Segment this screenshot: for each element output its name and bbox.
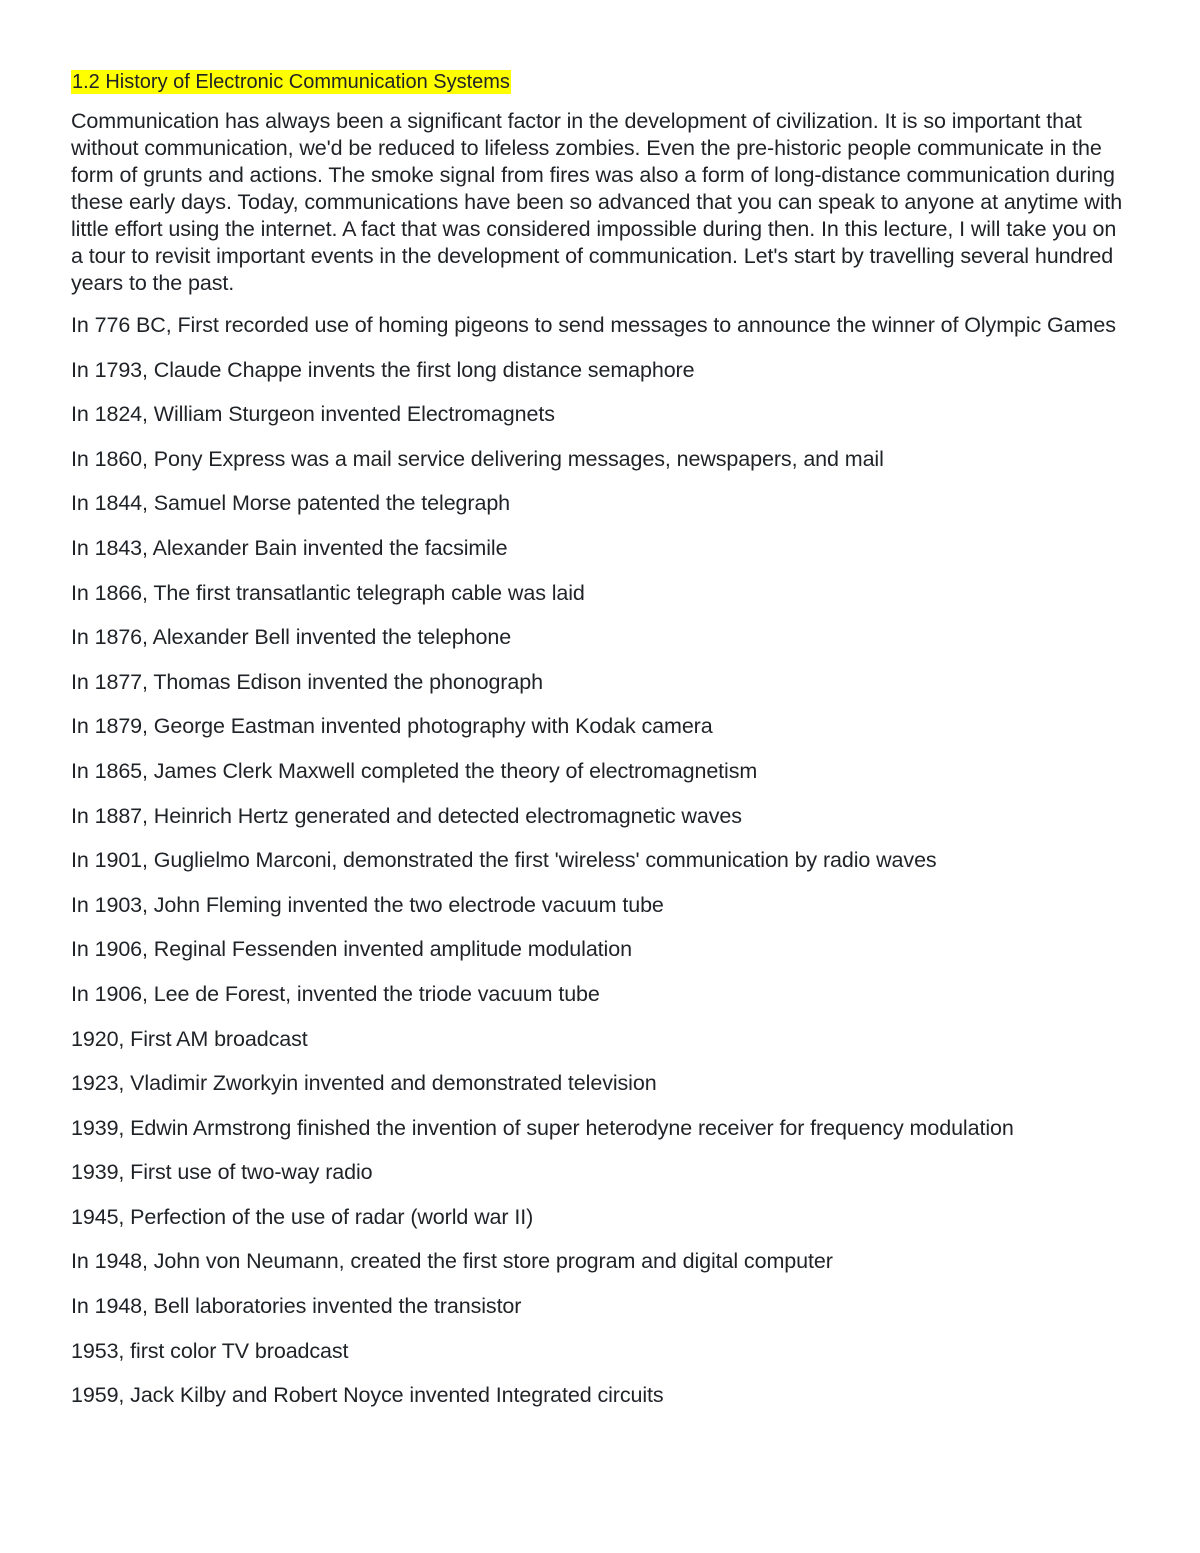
section-heading: 1.2 History of Electronic Communication Systems [72,71,510,93]
timeline-item: In 1793, Claude Chappe invents the first long distance semaphore [71,357,695,382]
timeline-item: 1959, Jack Kilby and Robert Noyce invented Integrated circuits [71,1383,664,1408]
timeline-item: In 1866, The first transatlantic telegraph cable was laid [71,580,585,605]
timeline-item: In 1876, Alexander Bell invented the telephone [71,625,512,650]
timeline-item: In 1843, Alexander Bain invented the facsimile [71,535,508,560]
timeline-item: In 1879, George Eastman invented photography with Kodak camera [71,714,713,739]
timeline-item: In 1887, Heinrich Hertz generated and detected electromagnetic waves [71,803,742,828]
timeline-item: In 776 BC, First recorded use of homing pigeons to send messages to announce the winner of Olympic Games [71,313,1116,337]
timeline-item: 1923, Vladimir Zworkyin invented and demonstrated television [71,1071,657,1096]
timeline-item: In 1877, Thomas Edison invented the phonograph [71,669,543,694]
timeline-item: In 1824, William Sturgeon invented Electromagnets [71,402,555,427]
timeline-item: In 1906, Reginal Fessenden invented amplitude modulation [71,937,632,962]
timeline-item: 1953, first color TV broadcast [71,1338,349,1363]
intro-paragraph: Communication has always been a significant factor in the development of civilization. It is so important that without communication, we'd be reduced to lifeless zombies. Even the pre-historic people communicate in the form of grunts and actions. The smoke signal from fires was also a form of long-distance communication during these early days. Today, communications have been so advanced that you can speak to anyone at anytime with little effort using the internet. A fact that was considered impossible during then. In this lecture, I will take you on a tour to revisit important events in the development of communication. Let's start by travelling several hundred years to the past. [71,109,1123,295]
timeline-item: In 1948, John von Neumann, created the first store program and digital computer [71,1249,833,1274]
document-page [71,70,1131,1427]
timeline-item: In 1865, James Clerk Maxwell completed the theory of electromagnetism [71,758,758,783]
timeline-item: In 1903, John Fleming invented the two electrode vacuum tube [71,892,664,917]
timeline-item: 1939, First use of two-way radio [71,1160,373,1185]
timeline-item: In 1901, Guglielmo Marconi, demonstrated the first 'wireless' communication by radio waves [71,848,937,873]
timeline-item: In 1844, Samuel Morse patented the telegraph [71,491,511,516]
timeline-item: 1939, Edwin Armstrong finished the invention of super heterodyne receiver for frequency modulation [71,1115,1014,1140]
timeline-item: In 1948, Bell laboratories invented the transistor [71,1294,522,1319]
timeline-list [71,312,1131,1409]
timeline-item: In 1860, Pony Express was a mail service delivering messages, newspapers, and mail [71,446,884,471]
timeline-item: 1945, Perfection of the use of radar (world war II) [71,1204,534,1229]
timeline-item: 1920, First AM broadcast [71,1026,308,1051]
timeline-item: In 1906, Lee de Forest, invented the triode vacuum tube [71,981,600,1006]
